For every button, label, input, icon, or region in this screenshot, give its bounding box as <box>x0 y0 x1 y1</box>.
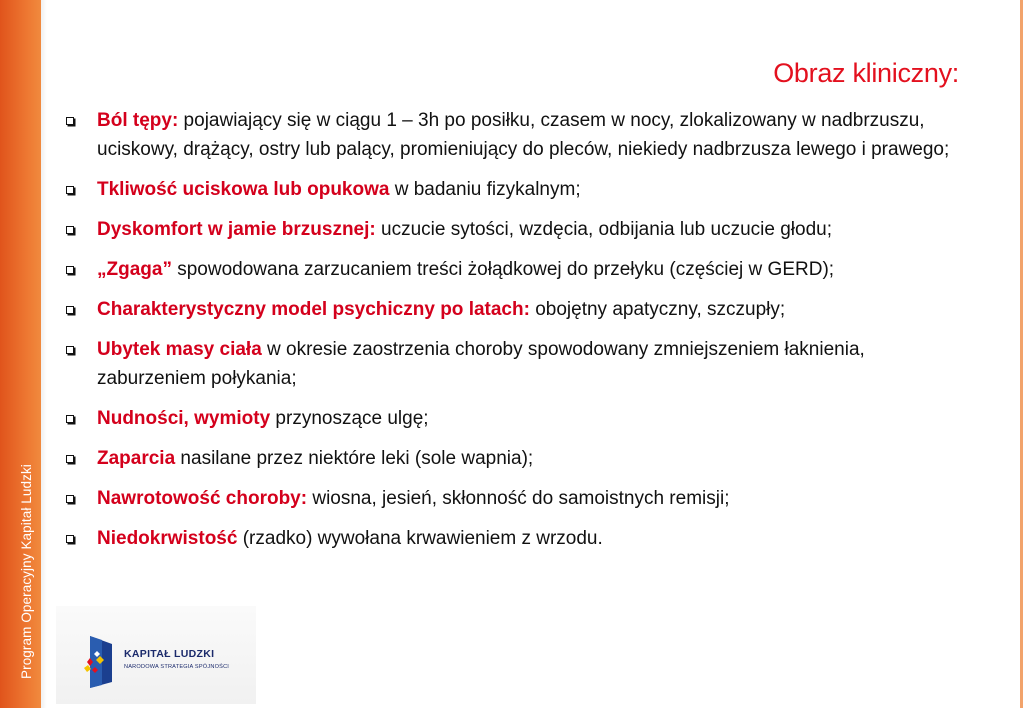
item-highlight: Ubytek masy ciała <box>97 339 262 360</box>
item-highlight: Ból tępy: <box>97 110 179 131</box>
list-item <box>64 215 969 244</box>
item-text: w badaniu fizykalnym; <box>389 179 581 200</box>
item-text: w okresie zaostrzenia choroby spowodowany zmniejszeniem łaknienia, zaburzeniem połykania; <box>97 339 865 389</box>
side-bar-shadow <box>41 0 47 708</box>
item-highlight: „Zgaga” <box>97 259 172 280</box>
item-text: przynoszące ulgę; <box>270 408 429 429</box>
bullet-list <box>64 106 969 564</box>
side-bar-label: Program Operacyjny Kapitał Ludzki <box>19 464 34 679</box>
list-item <box>64 175 969 204</box>
logo <box>56 606 256 704</box>
square-bullet-icon <box>66 117 74 125</box>
item-text: wiosna, jesień, skłonność do samoistnych remisji; <box>307 488 730 509</box>
item-text: spowodowana zarzucaniem treści żołądkowej do przełyku (częściej w GERD); <box>171 259 835 280</box>
square-bullet-icon <box>66 535 74 543</box>
square-bullet-icon <box>66 266 74 274</box>
square-bullet-icon <box>66 415 74 423</box>
square-bullet-icon <box>66 455 74 463</box>
logo-subtitle: NARODOWA STRATEGIA SPÓJNOŚCI <box>124 664 230 670</box>
square-bullet-icon <box>66 495 74 503</box>
square-bullet-icon <box>66 346 74 354</box>
side-bar <box>0 0 41 708</box>
list-item <box>64 404 969 433</box>
item-highlight: Dyskomfort w jamie brzusznej: <box>97 219 376 240</box>
list-item <box>64 106 969 164</box>
list-item <box>64 484 969 513</box>
square-bullet-icon <box>66 226 74 234</box>
item-text: nasilane przez niektóre leki (sole wapnia); <box>175 448 534 469</box>
slide-title: Obraz kliniczny: <box>773 58 959 88</box>
list-item <box>64 335 969 393</box>
item-highlight: Tkliwość uciskowa lub opukowa <box>97 179 390 200</box>
list-item <box>64 524 969 553</box>
logo-title: KAPITAŁ LUDZKI <box>124 648 215 660</box>
item-highlight: Niedokrwistość <box>97 528 238 549</box>
list-item <box>64 444 969 473</box>
item-text: obojętny apatyczny, szczupły; <box>529 299 786 320</box>
square-bullet-icon <box>66 186 74 194</box>
item-text: (rzadko) wywołana krwawieniem z wrzodu. <box>237 528 603 549</box>
item-text: pojawiający się w ciągu 1 – 3h po posiłku, czasem w nocy, zlokalizowany w nadbrzuszu, uciskowy, drążący, ostry lub palący, promieniujący do pleców, niekiedy nadbrzusza lewego i prawego; <box>97 110 950 160</box>
item-highlight: Charakterystyczny model psychiczny po latach: <box>97 299 530 320</box>
item-text: uczucie sytości, wzdęcia, odbijania lub uczucie głodu; <box>375 219 832 240</box>
list-item <box>64 255 969 284</box>
item-highlight: Nawrotowość choroby: <box>97 488 308 509</box>
list-item <box>64 295 969 324</box>
square-bullet-icon <box>66 306 74 314</box>
item-highlight: Nudności, wymioty <box>97 408 271 429</box>
kapital-ludzki-logo-icon <box>84 632 118 688</box>
item-highlight: Zaparcia <box>97 448 176 469</box>
